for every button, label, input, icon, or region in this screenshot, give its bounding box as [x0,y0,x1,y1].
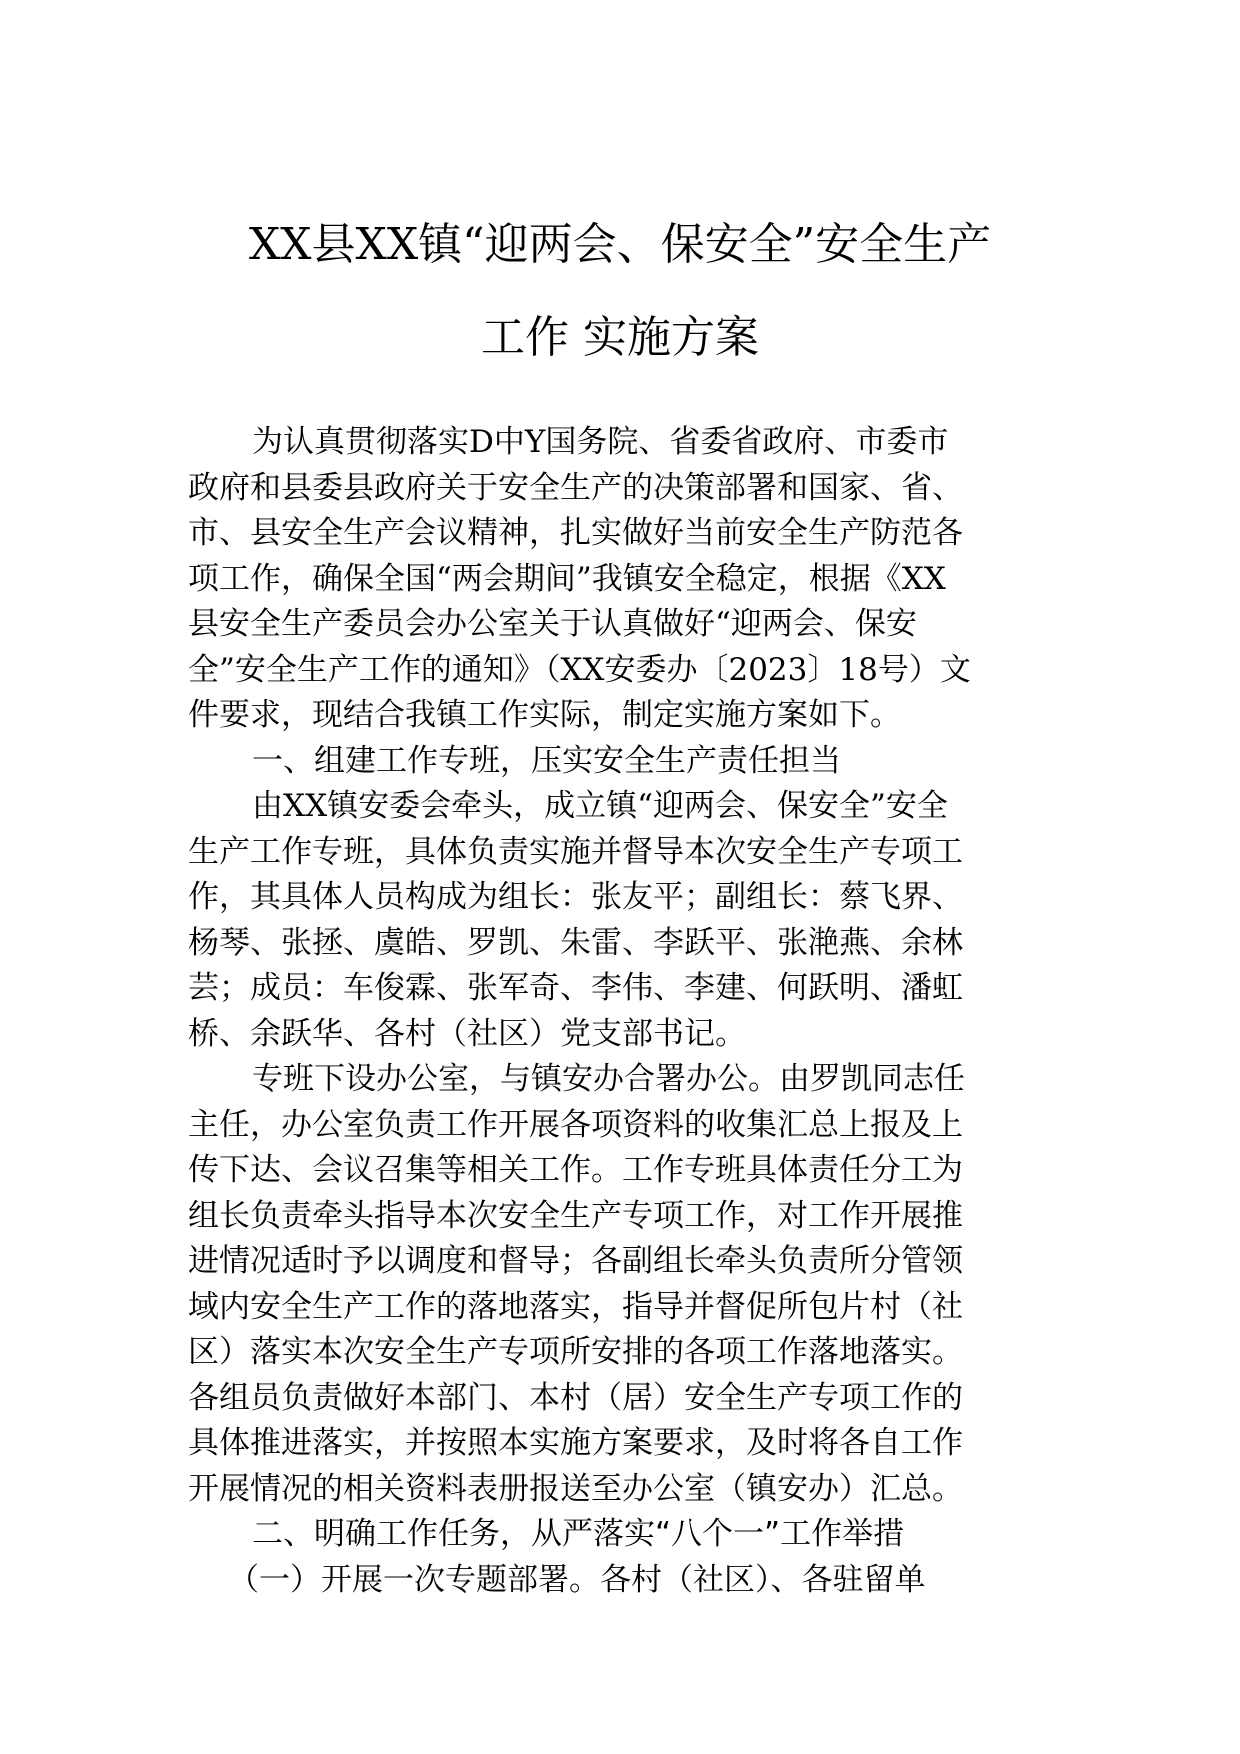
paragraph-line: 具体推进落实，并按照本实施方案要求，及时将各自工作 [188,1425,963,1461]
paragraph-line: 开展情况的相关资料表册报送至办公室（镇安办）汇总。 [188,1470,963,1507]
paragraph-line: 杨琴、张拯、虞皓、罗凯、朱雷、李跃平、张滟燕、余林 [188,924,963,961]
paragraph-line: 市、县安全生产会议精神，扎实做好当前安全生产防范各 [188,515,963,551]
paragraph-line: 项工作，确保全国“两会期间”我镇安全稳定，根据《XX [188,560,946,597]
paragraph-line: 桥、余跃华、各村（社区）党支部书记。 [188,1015,746,1052]
paragraph-line: 政府和县委县政府关于安全生产的决策部署和国家、省、 [188,469,963,506]
paragraph-line: 主任，办公室负责工作开展各项资料的收集汇总上报及上 [188,1106,963,1143]
paragraph-line: 进情况适时予以调度和督导；各副组长牵头负责所分管领 [188,1243,963,1279]
paragraph-line: 全”安全生产工作的通知》（XX安委办〔2023〕18号）文 [188,651,971,688]
paragraph-line: （一）开展一次专题部署。各村（社区）、各驻留单 [228,1561,926,1598]
section-heading-2: 二、明确工作任务，从严落实“八个一”工作举措 [252,1516,905,1552]
paragraph-line: 作，其具体人员构成为组长：张友平；副组长：蔡飞界、 [188,879,963,915]
paragraph-line: 为认真贯彻落实D中Y国务院、省委省政府、市委市 [252,424,949,460]
paragraph-line: 县安全生产委员会办公室关于认真做好“迎两会、保安 [188,606,917,642]
paragraph-line: 域内安全生产工作的落地落实，指导并督促所包片村（社 [188,1288,963,1325]
paragraph-line: 传下达、会议召集等相关工作。工作专班具体责任分工为 [188,1152,963,1188]
paragraph-line: 芸；成员：车俊霖、张军奇、李伟、李建、何跃明、潘虹 [188,970,963,1006]
section-heading-1: 一、组建工作专班，压实安全生产责任担当 [252,742,841,779]
paragraph-line: 生产工作专班，具体负责实施并督导本次安全生产专项工 [188,833,963,870]
paragraph-line: 区）落实本次安全生产专项所安排的各项工作落地落实。 [188,1334,963,1370]
paragraph-line: 由XX镇安委会牵头，成立镇“迎两会、保安全”安全 [252,788,948,824]
document-title-line-2: 工作 实施方案 [481,312,759,363]
document-title-line-1: XX县XX镇“迎两会、保安全”安全生产 [248,219,992,270]
document-body [188,420,1058,1603]
paragraph-line: 件要求，现结合我镇工作实际，制定实施方案如下。 [188,697,901,733]
paragraph-line: 组长负责牵头指导本次安全生产专项工作，对工作开展推 [188,1197,963,1234]
paragraph-line: 各组员负责做好本部门、本村（居）安全生产专项工作的 [188,1379,963,1416]
paragraph-line: 专班下设办公室，与镇安办合署办公。由罗凯同志任 [252,1061,965,1097]
